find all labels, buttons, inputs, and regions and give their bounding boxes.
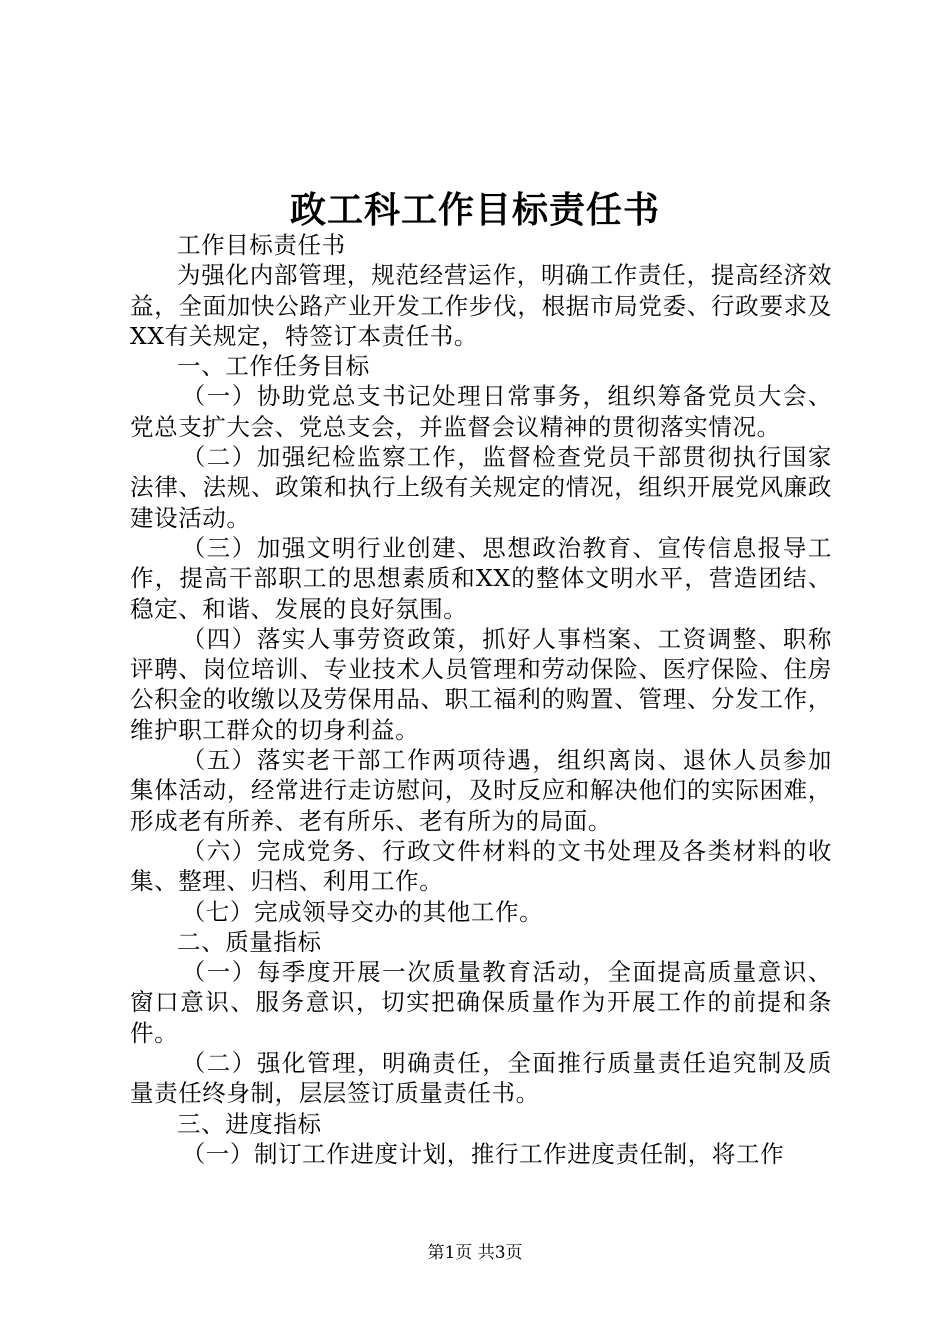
quality-item-2: （二）强化管理，明确责任，全面推行质量责任追究制及质量责任终身制，层层签订质量责任书。	[130, 1049, 832, 1108]
paragraph-intro: 为强化内部管理，规范经营运作，明确工作责任，提高经济效益，全面加快公路产业开发工作步伐，根据市局党委、行政要求及XX有关规定，特签订本责任书。	[130, 261, 832, 350]
quality-item-1: （一）每季度开展一次质量教育活动，全面提高质量意识、窗口意识、服务意识，切实把确保质量作为开展工作的前提和条件。	[130, 958, 832, 1047]
task-item-2: （二）加强纪检监察工作，监督检查党员干部贯彻执行国家法律、法规、政策和执行上级有关规定的情况，组织开展党风廉政建设活动。	[130, 443, 832, 532]
task-item-6: （六）完成党务、行政文件材料的文书处理及各类材料的收集、整理、归档、利用工作。	[130, 836, 832, 896]
task-item-4: （四）落实人事劳资政策，抓好人事档案、工资调整、职称评聘、岗位培训、专业技术人员管理和劳动保险、医疗保险、住房公积金的收缴以及劳保用品、职工福利的购置、管理、分发工作，维护职工群众的切身利益。	[130, 624, 832, 744]
page-number-footer: 第1页 共3页	[427, 1243, 523, 1263]
task-item-5: （五）落实老干部工作两项待遇，组织离岗、退休人员参加集体活动，经常进行走访慰问，及时反应和解决他们的实际困难，形成老有所养、老有所乐、老有所为的局面。	[130, 746, 832, 835]
task-item-7: （七）完成领导交办的其他工作。	[181, 897, 544, 926]
section-heading-task-targets: 一、工作任务目标	[177, 352, 370, 381]
document-title: 政工科工作目标责任书	[289, 189, 660, 231]
progress-item-1: （一）制订工作进度计划，推行工作进度责任制，将工作	[181, 1139, 785, 1168]
section-heading-quality: 二、质量指标	[177, 927, 322, 956]
section-heading-progress: 三、进度指标	[177, 1109, 322, 1138]
paragraph-heading-responsibility: 工作目标责任书	[177, 231, 346, 259]
document-body	[130, 230, 832, 1169]
task-item-3: （三）加强文明行业创建、思想政治教育、宣传信息报导工作，提高干部职工的思想素质和XX的整体文明水平，营造团结、稳定、和谐、发展的良好氛围。	[130, 533, 832, 623]
task-item-1: （一）协助党总支书记处理日常事务，组织筹备党员大会、党总支扩大会、党总支会，并监督会议精神的贯彻落实情况。	[130, 382, 832, 441]
